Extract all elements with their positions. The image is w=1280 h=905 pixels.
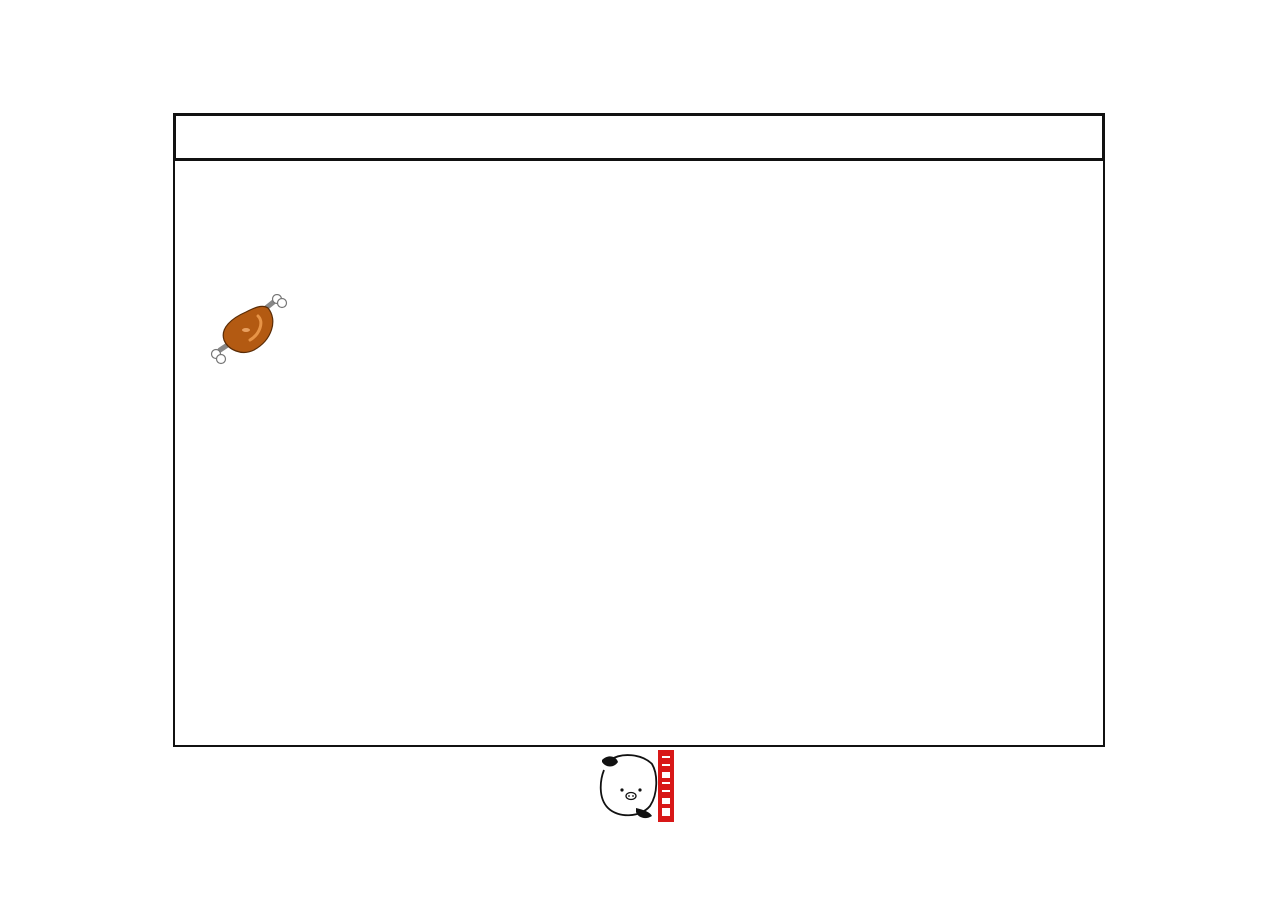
panda-logo-icon xyxy=(596,750,678,824)
calendar xyxy=(173,113,1105,747)
meat-on-bone-icon xyxy=(206,294,288,366)
weekday-header xyxy=(173,113,1105,161)
calendar-grid xyxy=(173,161,1105,747)
